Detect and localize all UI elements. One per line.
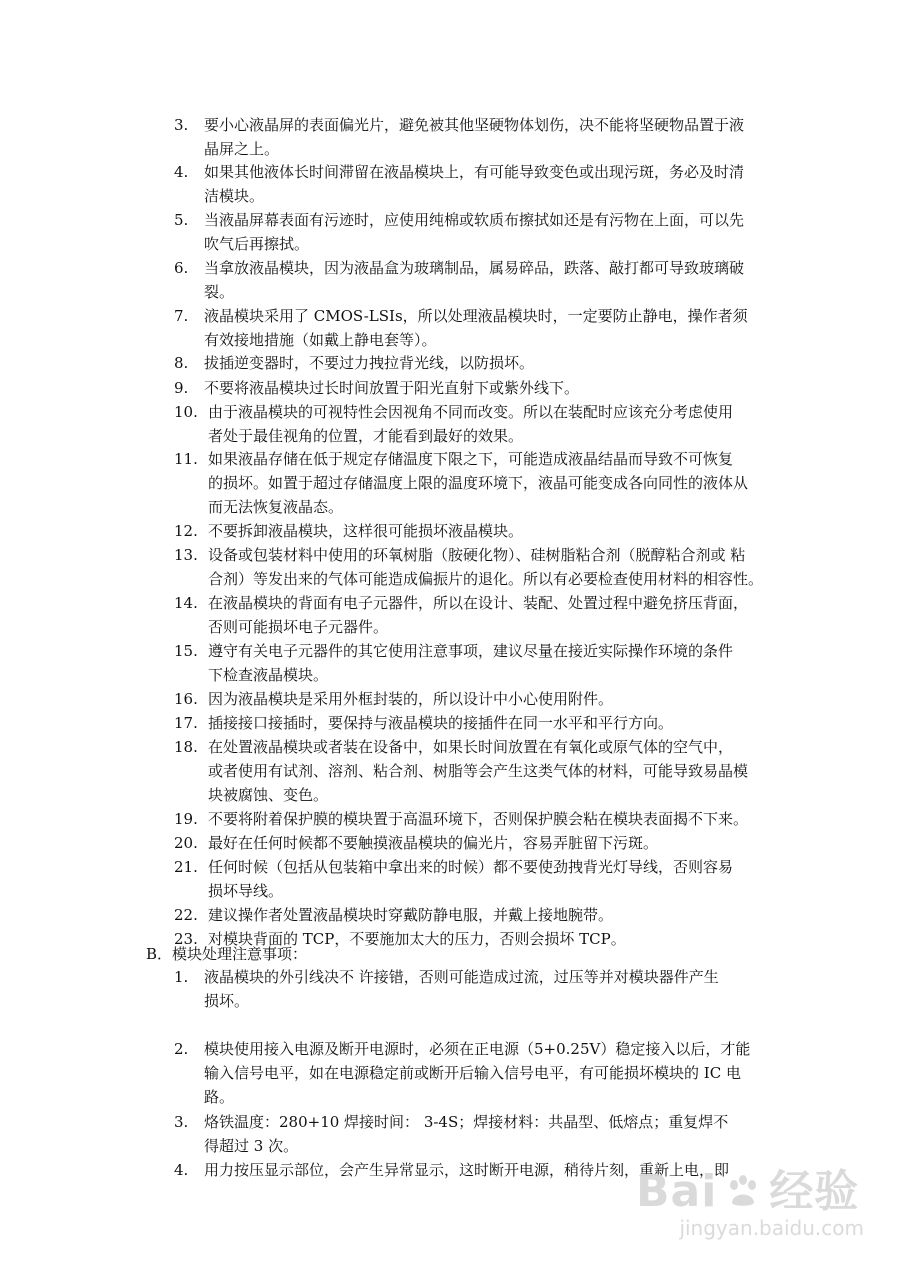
list-item-text: 当拿放液晶模块，因为液晶盒为玻璃制品，属易碎品，跌落、敲打都可导致玻璃破 [204,259,745,277]
list-item [174,591,774,639]
list-item [174,351,774,375]
list-item [174,639,774,687]
list-item-text: 晶屏之上。 [204,140,280,158]
list-item [174,1110,774,1158]
list-item-text: 损坏。 [204,992,250,1010]
list-item-text: 在液晶模块的背面有电子元器件，所以在设计、装配、处置过程中避免挤压背面， [208,594,749,612]
list-item [174,543,774,591]
list-item-text: 设备或包装材料中使用的环氧树脂（胺硬化物）、硅树脂粘合剂（脱醇粘合剂或 粘 [208,546,746,564]
list-item [174,304,774,352]
list-item-line: 4. 如果其他液体长时间滞留在液晶模块上，有可能导致变色或出现污斑，务必及时清 [174,163,745,181]
list-item-text: 路。 [204,1088,235,1106]
list-item-line [174,232,774,256]
list-item-line [174,328,774,352]
list-item-text: 要小心液晶屏的表面偏光片，避免被其他坚硬物体划伤，决不能将坚硬物品置于液 [204,116,745,134]
list-item-line [174,615,774,639]
list-item-line: 7. 液晶模块采用了 CMOS-LSIs，所以处理液晶模块时，一定要防止静电，操作者须 [174,307,748,325]
list-item-text: 块被腐蚀、变色。 [208,786,329,804]
list-item-line: 2. 模块使用接入电源及断开电源时，必须在正电源（5+0.25V）稳定接入以后，才能 [174,1040,751,1058]
list-item-text: 插接接口接插时，要保持与液晶模块的接插件在同一水平和平行方向。 [208,714,674,732]
list-item-line [174,495,774,519]
list-item-text: 洁模块。 [204,187,265,205]
list-item-text: 拔插逆变器时，不要过力拽拉背光线，以防损坏。 [204,354,535,372]
list-item [174,1037,774,1109]
list-item-text: 模块使用接入电源及断开电源时，必须在正电源（5+0.25V）稳定接入以后，才能 [204,1040,751,1058]
list-item-text: 得超过 3 次。 [204,1137,299,1155]
list-item-line: 12. 不要拆卸液晶模块，这样很可能损坏液晶模块。 [174,522,524,540]
list-item-line: 20. 最好在任何时候都不要触摸液晶模块的偏光片，容易弄脏留下污斑。 [174,834,659,852]
list-item-line [174,184,774,208]
list-item [174,735,774,807]
list-item-line [174,1134,774,1158]
list-item-text: 或者使用有试剂、溶剂、粘合剂、树脂等会产生这类气体的材料，可能导致易晶模 [208,762,749,780]
list-item-line: 19. 不要将附着保护膜的模块置于高温环境下，否则保护膜会粘在模块表面揭不下来。 [174,810,749,828]
list-item-line [174,1085,774,1109]
list-item [174,160,774,208]
list-item-text: 任何时候（包括从包装箱中拿出来的时候）都不要使劲拽背光灯导线，否则容易 [208,858,734,876]
list-item-line: 10. 由于液晶模块的可视特性会因视角不同而改变。所以在装配时应该充分考虑使用 [174,403,734,421]
list-item-line [174,567,774,591]
list-item-text: 建议操作者处置液晶模块时穿戴防静电服，并戴上接地腕带。 [208,906,614,924]
list-item [174,687,774,711]
list-item-line: 6. 当拿放液晶模块，因为液晶盒为玻璃制品，属易碎品，跌落、敲打都可导致玻璃破 [174,259,745,277]
watermark-brand-right: 经验 [769,1166,860,1217]
list-item-text: 的损坏。如置于超过存储温度上限的温度环境下，液晶可能变成各向同性的液体从 [208,474,749,492]
list-item-text: 不要拆卸液晶模块，这样很可能损坏液晶模块。 [208,522,524,540]
list-item-text: 吹气后再擦拭。 [204,235,310,253]
list-item-line: 15. 遵守有关电子元器件的其它使用注意事项，建议尽量在接近实际操作环境的条件 [174,642,734,660]
list-item-text: 下检查液晶模块。 [208,666,329,684]
baidu-paw-icon [725,1174,761,1210]
list-item-text: 者处于最佳视角的位置，才能看到最好的效果。 [208,427,524,445]
list-item-text: 液晶模块的外引线决不 许接错，否则可能造成过流，过压等并对模块器件产生 [204,968,719,986]
watermark-logo [636,1168,866,1216]
list-item-line: 9. 不要将液晶模块过长时间放置于阳光直射下或紫外线下。 [174,379,580,397]
list-item-line: 5. 当液晶屏幕表面有污迹时，应使用纯棉或软质布擦拭如还是有污物在上面，可以先 [174,211,745,229]
list-item [174,113,774,161]
list-item-line: 3. 烙铁温度：280+10 焊接时间： 3-4S；焊接材料：共晶型、低熔点；重复焊不 [174,1113,729,1131]
list-item-line [174,424,774,448]
list-item-text: 对模块背面的 TCP，不要施加太大的压力，否则会损坏 TCP。 [208,930,626,948]
list-item-text: 不要将附着保护膜的模块置于高温环境下，否则保护膜会粘在模块表面揭不下来。 [208,810,749,828]
list-item-text: 液晶模块采用了 CMOS-LSIs，所以处理液晶模块时，一定要防止静电，操作者须 [204,307,748,325]
list-item-line [174,663,774,687]
baidu-jingyan-watermark [636,1168,866,1244]
list-item-line: 23. 对模块背面的 TCP，不要施加太大的压力，否则会损坏 TCP。 [174,930,626,948]
list-item-line: 18. 在处置液晶模块或者装在设备中，如果长时间放置在有氧化或原气体的空气中， [174,738,734,756]
watermark-brand-left: Bai [636,1166,718,1217]
list-item-line: 8. 拔插逆变器时，不要过力拽拉背光线，以防损坏。 [174,354,535,372]
list-item-line: 14. 在液晶模块的背面有电子元器件，所以在设计、装配、处置过程中避免挤压背面， [174,594,749,612]
list-item [174,965,774,1013]
list-item-text: 而无法恢复液晶态。 [208,498,344,516]
list-item-line: 4. 用力按压显示部位，会产生异常显示，这时断开电源，稍待片刻，重新上电，即 [174,1161,730,1179]
list-item-text: 否则可能损坏电子元器件。 [208,618,389,636]
list-item-line [174,759,774,783]
list-item-line: 21. 任何时候（包括从包装箱中拿出来的时候）都不要使劲拽背光灯导线，否则容易 [174,858,734,876]
list-item-text: 由于液晶模块的可视特性会因视角不同而改变。所以在装配时应该充分考虑使用 [208,403,734,421]
list-item [174,208,774,256]
section-b-heading: B．模块处理注意事项： [146,945,308,963]
list-item [174,903,774,927]
list-item [174,831,774,855]
list-item-text: 裂。 [204,283,235,301]
list-item [174,855,774,903]
list-item [174,256,774,304]
list-item-text: 当液晶屏幕表面有污迹时，应使用纯棉或软质布擦拭如还是有污物在上面，可以先 [204,211,745,229]
list-item-line: 17. 插接接口接插时，要保持与液晶模块的接插件在同一水平和平行方向。 [174,714,674,732]
list-item [174,376,774,400]
list-item-text: 不要将液晶模块过长时间放置于阳光直射下或紫外线下。 [204,379,580,397]
list-item-line [174,471,774,495]
list-item-text: 合剂）等发出来的气体可能造成偏振片的退化。所以有必要检查使用材料的相容性。 [208,570,764,588]
list-item-text: 有效接地措施（如戴上静电套等）。 [204,331,437,349]
list-item-line [174,280,774,304]
list-item-text: 如果液晶存储在低于规定存储温度下限之下，可能造成液晶结晶而导致不可恢复 [208,450,734,468]
list-item-text: 输入信号电平，如在电源稳定前或断开后输入信号电平，有可能损坏模块的 IC 电 [204,1064,741,1082]
list-item-line [174,137,774,161]
list-item [174,400,774,448]
list-item-line [174,879,774,903]
list-item-line: 11. 如果液晶存储在低于规定存储温度下限之下，可能造成液晶结晶而导致不可恢复 [174,450,734,468]
list-item-line: 13. 设备或包装材料中使用的环氧树脂（胺硬化物）、硅树脂粘合剂（脱醇粘合剂或 粘 [174,546,746,564]
list-item-text: 烙铁温度：280+10 焊接时间： 3-4S；焊接材料：共晶型、低熔点；重复焊不 [204,1113,729,1131]
list-item [174,447,774,519]
list-item-line [174,989,774,1013]
list-item-text: 如果其他液体长时间滞留在液晶模块上，有可能导致变色或出现污斑，务必及时清 [204,163,745,181]
list-item-line: 3. 要小心液晶屏的表面偏光片，避免被其他坚硬物体划伤，决不能将坚硬物品置于液 [174,116,745,134]
list-item-text: 因为液晶模块是采用外框封装的，所以设计中小心使用附件。 [208,690,614,708]
list-item [174,807,774,831]
list-item-text: 损坏导线。 [208,882,284,900]
list-item [174,519,774,543]
list-item-text: 用力按压显示部位，会产生异常显示，这时断开电源，稍待片刻，重新上电，即 [204,1161,730,1179]
list-item-line: 22. 建议操作者处置液晶模块时穿戴防静电服，并戴上接地腕带。 [174,906,614,924]
list-item-line [174,1061,774,1085]
watermark-url: jingyan.baidu.com [679,1216,864,1240]
list-item-text: 在处置液晶模块或者装在设备中，如果长时间放置在有氧化或原气体的空气中， [208,738,734,756]
list-item-text: 遵守有关电子元器件的其它使用注意事项，建议尽量在接近实际操作环境的条件 [208,642,734,660]
list-item-line: 1. 液晶模块的外引线决不 许接错，否则可能造成过流，过压等并对模块器件产生 [174,968,719,986]
list-item [174,711,774,735]
list-item-line [174,783,774,807]
list-item-text: 最好在任何时候都不要触摸液晶模块的偏光片，容易弄脏留下污斑。 [208,834,659,852]
list-item-line: 16. 因为液晶模块是采用外框封装的，所以设计中小心使用附件。 [174,690,614,708]
